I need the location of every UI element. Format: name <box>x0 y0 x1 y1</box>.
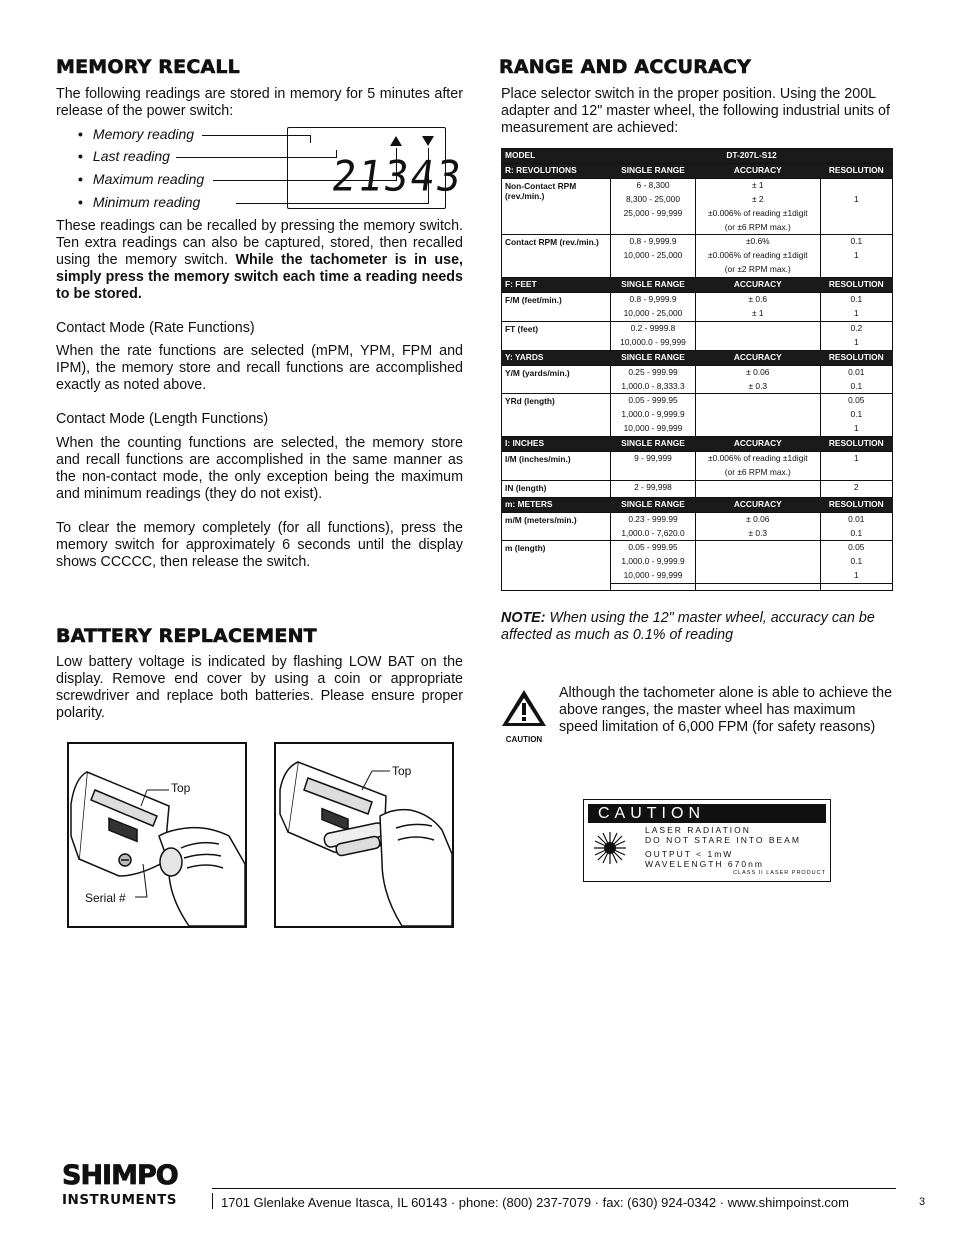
laser-line4: WAVELENGTH 670nm <box>645 859 764 869</box>
cell-single-range: 8,300 - 25,000 <box>611 193 696 207</box>
cell-accuracy: ±0.6% <box>695 235 820 249</box>
shimpo-logo <box>62 1160 178 1208</box>
table-row <box>502 452 893 466</box>
memory-intro: The following readings are stored in memory for 5 minutes after release of the power switch: <box>56 86 463 119</box>
laser-line2: DO NOT STARE INTO BEAM <box>645 835 801 845</box>
table-section-header <box>502 497 893 512</box>
cell-resolution: 0.01 <box>820 512 892 526</box>
table-row <box>502 480 893 497</box>
cell-accuracy <box>695 569 820 583</box>
cell-single-range <box>611 221 696 235</box>
cell-single-range: 10,000 - 99,999 <box>611 569 696 583</box>
cell-accuracy: (or ±6 RPM max.) <box>695 466 820 480</box>
cell-accuracy: ± 0.3 <box>695 380 820 394</box>
cell-accuracy: ±0.006% of reading ±1digit <box>695 249 820 263</box>
battery-heading: BATTERY REPLACEMENT <box>56 625 317 647</box>
model-value: DT-207L-S12 <box>611 149 893 164</box>
fig2-top-label: Top <box>392 764 412 778</box>
footer-address: 1701 Glenlake Avenue Itasca, IL 60143 · phone: (800) 237-7079 · fax: (630) 924-0342 · www.shimpoinst.com <box>221 1195 849 1210</box>
section-title: Y: YARDS <box>502 350 611 365</box>
spacer-cell <box>820 584 892 591</box>
caution-text: Although the tachometer alone is able to achieve the above ranges, the master wheel has maximum speed limitation of 6,000 FPM (for safety reasons) <box>559 685 893 735</box>
cell-resolution: 0.05 <box>820 541 892 555</box>
bullet-last-reading: • Last reading <box>78 148 170 164</box>
row-label: m (length) <box>502 541 611 584</box>
master-wheel-note <box>501 610 901 644</box>
row-label: F/M (feet/min.) <box>502 293 611 322</box>
cell-resolution: 0.1 <box>820 408 892 422</box>
col-resolution: RESOLUTION <box>820 163 892 178</box>
rate-functions-text: When the rate functions are selected (mPM, YPM, FPM and IPM), the memory store and recall functions are accomplished exactly as noted above. <box>56 343 463 393</box>
row-label: I/M (inches/min.) <box>502 452 611 481</box>
range-accuracy-table <box>501 148 893 591</box>
spacer-cell <box>502 584 611 591</box>
cell-single-range: 10,000.0 - 99,999 <box>611 336 696 350</box>
row-label: FT (feet) <box>502 321 611 350</box>
col-resolution: RESOLUTION <box>820 437 892 452</box>
spacer-cell <box>611 584 696 591</box>
cell-resolution: 0.1 <box>820 293 892 307</box>
cell-resolution: 0.1 <box>820 527 892 541</box>
table-row <box>502 541 893 555</box>
table-row <box>502 321 893 335</box>
laser-class-label: CLASS II LASER PRODUCT <box>733 870 826 876</box>
table-spacer-row <box>502 584 893 591</box>
cell-resolution: 2 <box>820 480 892 497</box>
table-row <box>502 394 893 408</box>
cell-accuracy: ± 0.6 <box>695 293 820 307</box>
cell-accuracy: ± 1 <box>695 178 820 192</box>
cell-accuracy: ± 0.06 <box>695 365 820 379</box>
cell-single-range: 0.05 - 999.95 <box>611 541 696 555</box>
cell-accuracy: ±0.006% of reading ±1digit <box>695 207 820 221</box>
cell-accuracy <box>695 480 820 497</box>
lcd-display <box>287 127 466 209</box>
cell-resolution: 0.1 <box>820 380 892 394</box>
range-accuracy-heading: RANGE AND ACCURACY <box>499 56 752 78</box>
cell-resolution: 0.1 <box>820 235 892 249</box>
cell-resolution: 1 <box>820 452 892 466</box>
caution-icon-label: CAUTION <box>505 735 543 744</box>
cell-resolution: 0.01 <box>820 365 892 379</box>
battery-figure-2 <box>274 742 454 928</box>
section-title: I: INCHES <box>502 437 611 452</box>
cell-single-range: 10,000 - 99,999 <box>611 422 696 436</box>
cell-resolution <box>820 221 892 235</box>
table-section-header <box>502 163 893 178</box>
cell-accuracy <box>695 422 820 436</box>
col-accuracy: ACCURACY <box>695 350 820 365</box>
footer-rule <box>212 1188 896 1189</box>
laser-line3: OUTPUT < 1mW <box>645 849 734 859</box>
table-section-header <box>502 278 893 293</box>
cell-resolution: 1 <box>820 422 892 436</box>
cell-accuracy: (or ±2 RPM max.) <box>695 263 820 277</box>
cell-single-range: 1,000.0 - 7,620.0 <box>611 527 696 541</box>
row-label: YRd (length) <box>502 394 611 437</box>
table-row <box>502 178 893 192</box>
lcd-digits: 21343 <box>328 152 466 202</box>
cell-single-range: 0.8 - 9,999.9 <box>611 293 696 307</box>
memory-recall-heading: MEMORY RECALL <box>56 56 240 78</box>
caution-warning <box>500 688 548 744</box>
cell-resolution <box>820 178 892 192</box>
table-row <box>502 235 893 249</box>
cell-accuracy: ± 0.06 <box>695 512 820 526</box>
laser-caution-title: CAUTION <box>588 804 826 823</box>
section-title: F: FEET <box>502 278 611 293</box>
lcd-arrows-icon <box>388 134 438 148</box>
table-row <box>502 512 893 526</box>
memory-recall-paragraph <box>56 218 463 303</box>
col-single-range: SINGLE RANGE <box>611 163 696 178</box>
cell-accuracy: ± 1 <box>695 307 820 321</box>
cell-resolution: 1 <box>820 307 892 321</box>
cell-single-range: 1,000.0 - 9,999.9 <box>611 408 696 422</box>
cell-accuracy <box>695 336 820 350</box>
bullet-memory-reading: • Memory reading <box>78 126 195 142</box>
rate-functions-heading: Contact Mode (Rate Functions) <box>56 320 255 336</box>
cell-resolution <box>820 207 892 221</box>
cell-resolution: 0.2 <box>820 321 892 335</box>
note-text: When using the 12" master wheel, accuracy can be affected as much as 0.1% of reading <box>501 610 875 643</box>
col-accuracy: ACCURACY <box>695 497 820 512</box>
col-accuracy: ACCURACY <box>695 163 820 178</box>
logo-shimpo: SHIMPO <box>62 1160 178 1191</box>
cell-resolution: 1 <box>820 249 892 263</box>
col-single-range: SINGLE RANGE <box>611 350 696 365</box>
col-accuracy: ACCURACY <box>695 437 820 452</box>
cell-accuracy <box>695 321 820 335</box>
table-row <box>502 293 893 307</box>
cell-single-range: 0.05 - 999.95 <box>611 394 696 408</box>
cell-single-range: 1,000.0 - 9,999.9 <box>611 555 696 569</box>
cell-accuracy: ± 0.3 <box>695 527 820 541</box>
row-label: Non-Contact RPM (rev./min.) <box>502 178 611 235</box>
cell-single-range: 0.2 - 9999.8 <box>611 321 696 335</box>
memory-para-bold: While the tachometer is in use, simply press the memory switch each time a reading needs to be stored. <box>56 252 464 302</box>
bullet-maximum-reading: • Maximum reading <box>78 171 205 187</box>
col-accuracy: ACCURACY <box>695 278 820 293</box>
cell-single-range: 9 - 99,999 <box>611 452 696 466</box>
cell-resolution <box>820 263 892 277</box>
battery-figure-1 <box>67 742 247 928</box>
cell-single-range: 1,000.0 - 8,333.3 <box>611 380 696 394</box>
cell-single-range: 10,000 - 25,000 <box>611 307 696 321</box>
table-section-header <box>502 437 893 452</box>
model-label: MODEL <box>502 149 611 164</box>
length-functions-text: When the counting functions are selected, the memory store and recall functions are accomplished in the same manner as the non-contact mode, the only exception being the maximum and minimum readings (they do not exist). <box>56 435 463 502</box>
cell-accuracy: (or ±6 RPM max.) <box>695 221 820 235</box>
col-single-range: SINGLE RANGE <box>611 497 696 512</box>
cell-resolution <box>820 466 892 480</box>
cell-resolution: 1 <box>820 336 892 350</box>
note-label: NOTE: <box>501 610 546 626</box>
battery-insertion-illustration <box>276 744 452 926</box>
row-label: m/M (meters/min.) <box>502 512 611 541</box>
cell-resolution: 1 <box>820 193 892 207</box>
spacer-cell <box>695 584 820 591</box>
laser-line1: LASER RADIATION <box>645 825 751 835</box>
row-label: Y/M (yards/min.) <box>502 365 611 394</box>
cell-accuracy <box>695 555 820 569</box>
laser-starburst-icon <box>592 830 628 866</box>
range-intro: Place selector switch in the proper position. Using the 200L adapter and 12" master wheel, the following industrial units of measurement are achieved: <box>501 86 890 136</box>
fig1-serial-label: Serial # <box>85 891 126 905</box>
cell-single-range: 0.23 - 999.99 <box>611 512 696 526</box>
memory-para-plain: These readings can be recalled by pressing the memory switch. Ten extra readings can also be captured, stored, then recalled using the memory switch. <box>56 218 463 268</box>
laser-caution-label <box>583 799 831 882</box>
cell-resolution: 0.05 <box>820 394 892 408</box>
cell-accuracy <box>695 394 820 408</box>
table-section-header <box>502 350 893 365</box>
cell-accuracy: ± 2 <box>695 193 820 207</box>
cell-accuracy <box>695 408 820 422</box>
cell-single-range: 0.25 - 999.99 <box>611 365 696 379</box>
cell-resolution: 0.1 <box>820 555 892 569</box>
cell-single-range: 25,000 - 99,999 <box>611 207 696 221</box>
table-row <box>502 365 893 379</box>
warning-triangle-icon <box>500 688 548 728</box>
row-label: Contact RPM (rev./min.) <box>502 235 611 278</box>
row-label: IN (length) <box>502 480 611 497</box>
col-resolution: RESOLUTION <box>820 497 892 512</box>
section-title: m: METERS <box>502 497 611 512</box>
footer-divider <box>212 1193 213 1209</box>
col-single-range: SINGLE RANGE <box>611 278 696 293</box>
cell-single-range: 0.8 - 9,999.9 <box>611 235 696 249</box>
length-functions-heading: Contact Mode (Length Functions) <box>56 411 269 427</box>
col-single-range: SINGLE RANGE <box>611 437 696 452</box>
clear-memory-text: To clear the memory completely (for all functions), press the memory switch for approximately 6 seconds until the display shows CCCCC, then release the switch. <box>56 520 463 570</box>
section-title: R: REVOLUTIONS <box>502 163 611 178</box>
logo-instruments: INSTRUMENTS <box>62 1192 177 1208</box>
col-resolution: RESOLUTION <box>820 278 892 293</box>
cell-single-range: 10,000 - 25,000 <box>611 249 696 263</box>
battery-text: Low battery voltage is indicated by flashing LOW BAT on the display. Remove end cover by using a coin or appropriate screwdriver and replace both batteries. Please ensure proper polarity. <box>56 654 463 721</box>
cell-single-range <box>611 466 696 480</box>
cell-single-range: 2 - 99,998 <box>611 480 696 497</box>
cell-accuracy: ±0.006% of reading ±1digit <box>695 452 820 466</box>
cell-single-range: 6 - 8,300 <box>611 178 696 192</box>
laser-text-block <box>645 825 801 869</box>
page-number: 3 <box>919 1196 926 1208</box>
cell-resolution: 1 <box>820 569 892 583</box>
fig1-top-label: Top <box>171 781 191 795</box>
cell-single-range <box>611 263 696 277</box>
table-model-row <box>502 149 893 164</box>
bullet-minimum-reading: • Minimum reading <box>78 194 201 210</box>
col-resolution: RESOLUTION <box>820 350 892 365</box>
cell-accuracy <box>695 541 820 555</box>
